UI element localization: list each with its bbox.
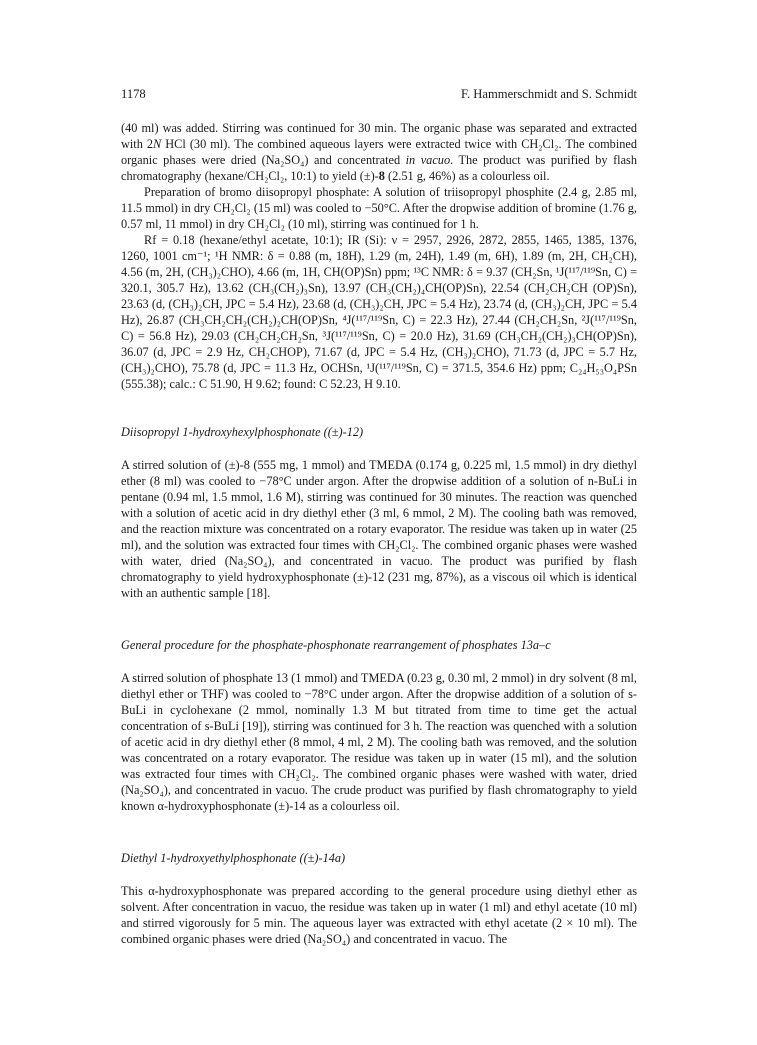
text-run-italic: N [153, 137, 162, 151]
paragraph-procedure-12: A stirred solution of (±)-8 (555 mg, 1 mmol) and TMEDA (0.174 g, 0.225 ml, 1.5 mmol) in dry diethyl ether (8 ml) was cooled to −78°C under argon. After the dropwise addition of a solution of n-BuLi in pentane (0.94 ml, 1.5 mmol, 1.6 M), stirring was continued for 30 minutes. The reaction was quenched with a solution of acetic acid in dry diethyl ether (3 ml, 6 mmol, 2 M). The cooling bath was removed, and the reaction mixture was concentrated on a rotary evaporator. The residue was taken up in water (25 ml), and the solution was extracted four times with CH₂Cl₂. The combined organic phases were washed with water, dried (Na₂SO₄), and concentrated in vacuo. The product was purified by flash chromatography to yield hydroxyphosphonate (±)-12 (231 mg, 87%), as a viscous oil which is identical with an authentic sample [18]. [121, 458, 637, 600]
paragraph-bromo-phosphate: Preparation of bromo diisopropyl phosphate: A solution of triisopropyl phosphite (2.4 g, 2.85 ml, 11.5 mmol) in dry CH₂Cl₂ (15 ml) was cooled to −50°C. After the dropwise addition of bromine (1.76 g, 0.57 ml, 11 mmol) in dry CH₂Cl₂ (10 ml), stirring was continued for 1 h. [121, 185, 637, 231]
text-run-italic: in vacuo [405, 153, 451, 167]
text-run: (2.51 g, 46%) as a colourless oil. [384, 169, 550, 183]
page-number: 1178 [121, 87, 146, 101]
text-run: . The product was purified by flash chromatography (hexane/CH₂Cl₂, 10:1) to yield (±)- [121, 153, 637, 183]
paragraph-workup [121, 120, 637, 184]
text-run: with 2 [121, 137, 154, 151]
paragraph-procedure-14a: This α-hydroxyphosphonate was prepared according to the general procedure using diethyl ether as solvent. After concentration in vacuo, the residue was taken up in water (1 ml) and ethyl acetate (10 ml) and stirred vigorously for 5 min. The aqueous layer was extracted with ethyl acetate (2 × 10 ml). The combined organic phases were dried (Na₂SO₄) and concentrated in vacuo. The [121, 884, 637, 946]
section-heading-general-procedure: General procedure for the phosphate-phosphonate rearrangement of phosphates 13a–c [121, 638, 551, 652]
text-run: (40 ml) was added. Stirring was continued for 30 min. The organic phase was separated and extracted [121, 121, 637, 135]
running-authors: F. Hammerschmidt and S. Schmidt [461, 87, 637, 101]
compound-number: 8 [378, 169, 385, 183]
section-heading-12: Diisopropyl 1-hydroxyhexylphosphonate ((±)-12) [121, 425, 364, 439]
article-body [121, 120, 637, 947]
section-heading-14a: Diethyl 1-hydroxyethylphosphonate ((±)-14a) [121, 851, 346, 865]
text-run: HCl (30 ml). The combined aqueous layers were extracted twice with CH₂Cl₂. The combined organic phases were dried (Na₂SO₄) and concentrated [121, 137, 637, 167]
paragraph-general-procedure: A stirred solution of phosphate 13 (1 mmol) and TMEDA (0.23 g, 0.30 ml, 2 mmol) in dry solvent (8 ml, diethyl ether or THF) was cooled to −78°C under argon. After the dropwise addition of a solution of s-BuLi in cyclohexane (2 mmol, nominally 1.3 M but titrated from time to time get the actual concentration of s-BuLi [19]), stirring was continued for 3 h. The reaction was quenched with a solution of acetic acid in dry diethyl ether (8 mmol, 4 ml, 2 M). The cooling bath was removed, and the solution was concentrated on a rotary evaporator. The residue was taken up in water (15 ml), and the solution was extracted four times with CH₂Cl₂. The combined organic phases were washed with water, dried (Na₂SO₄), and concentrated in vacuo. The crude product was purified by flash chromatography to yield known α-hydroxyphosphonate (±)-14 as a colourless oil. [121, 671, 637, 813]
paragraph-spectral-data: Rf = 0.18 (hexane/ethyl acetate, 10:1); IR (Si): ν = 2957, 2926, 2872, 2855, 1465, 1385, 1376, 1260, 1001 cm⁻¹; ¹H NMR: δ = 0.88 (m, 18H), 1.29 (m, 24H), 1.49 (m, 6H), 1.89 (m, 2H, CH₂CH), 4.56 (m, 2H, (CH₃)₂CHO), 4.66 (m, 1H, CH(OP)Sn) ppm; ¹³C NMR: δ = 9.37 (CH₂Sn, ¹J(¹¹⁷/¹¹⁹Sn, C) = 320.1, 305.7 Hz), 13.62 (CH₃(CH₂)₃Sn), 13.97 (CH₃(CH₂)₄CH(OP)Sn), 22.54 (CH₂CH₂CH (OP)Sn), 23.63 (d, (CH₃)₂CH, JPC = 5.4 Hz), 23.68 (d, (CH₃)₂CH, JPC = 5.4 Hz), 23.74 (d, (CH₃)₂CH, JPC = 5.4 Hz), 26.87 (CH₃CH₂CH₂(CH₂)₂CH(OP)Sn, ⁴J(¹¹⁷/¹¹⁹Sn, C) = 22.3 Hz), 27.44 (CH₂CH₂Sn, ²J(¹¹⁷/¹¹⁹Sn, C) = 56.8 Hz), 29.03 (CH₂CH₂CH₂Sn, ³J(¹¹⁷/¹¹⁹Sn, C) = 20.0 Hz), 31.69 (CH₃CH₂(CH₂)₃CH(OP)Sn), 36.07 (d, JPC = 2.9 Hz, CH₂CHOP), 71.67 (d, JPC = 5.4 Hz, (CH₃)₂CHO), 71.73 (d, JPC = 5.7 Hz, (CH₃)₂CHO), 75.78 (d, JPC = 11.3 Hz, OCHSn, ¹J(¹¹⁷/¹¹⁹Sn, C) = 371.5, 354.6 Hz) ppm; C₂₄H₅₃O₄PSn (555.38); calc.: C 51.90, H 9.62; found: C 52.23, H 9.10. [121, 233, 637, 391]
